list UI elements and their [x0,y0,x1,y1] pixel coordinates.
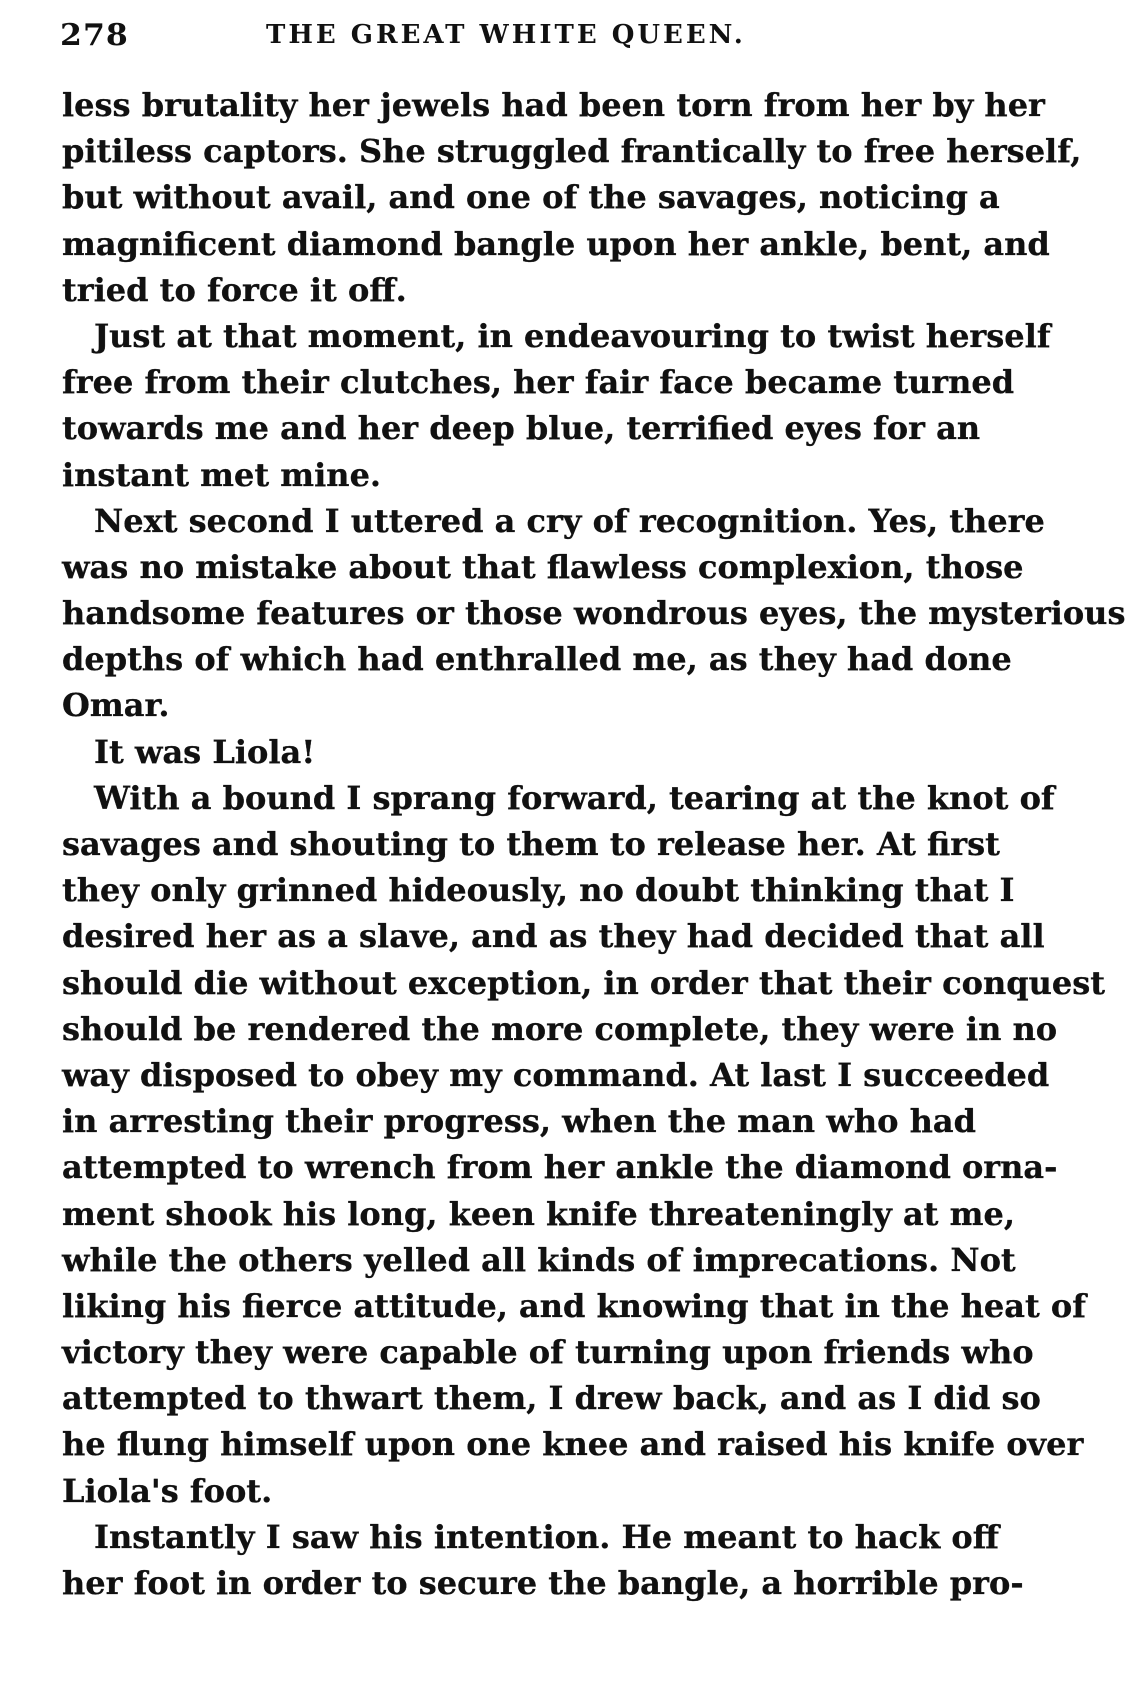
text-line: free from their clutches, her fair face became turned [62,363,1015,402]
text-line: instant met mine. [62,455,382,494]
running-title: THE GREAT WHITE QUEEN. [266,20,746,50]
text-line: Instantly I saw his intention. He meant to hack off [94,1517,1000,1556]
text-line: towards me and her deep blue, terrified eyes for an [62,409,981,448]
text-line: victory they were capable of turning upon friends who [62,1333,1034,1372]
text-line: liking his fierce attitude, and knowing that in the heat of [62,1286,1086,1325]
text-line: handsome features or those wondrous eyes, the mysterious [62,594,1125,633]
text-line: Liola's foot. [62,1471,273,1510]
text-line: magnificent diamond bangle upon her ankle, bent, and [62,224,1050,263]
page-number: 278 [60,18,129,53]
text-line: should be rendered the more complete, they were in no [62,1009,1058,1048]
text-line: tried to force it off. [62,270,407,309]
text-line: should die without exception, in order that their conquest [62,963,1106,1002]
text-line: Next second I uttered a cry of recognition. Yes, there [94,501,1045,540]
text-line: ment shook his long, keen knife threateningly at me, [62,1194,1015,1233]
body-text [62,82,1125,1606]
text-line: in arresting their progress, when the man who had [62,1102,976,1141]
text-line: savages and shouting to them to release her. At first [62,825,1000,863]
text-line: Just at that moment, in endeavouring to twist herself [94,316,1051,355]
text-line: depths of which had enthralled me, as they had done [62,640,1012,679]
text-line: desired her as a slave, and as they had decided that all [62,917,1045,956]
text-line: but without avail, and one of the savages, noticing a [62,178,1000,217]
text-line: way disposed to obey my command. At last I succeeded [62,1055,1050,1094]
text-line: With a bound I sprang forward, tearing at the knot of [94,778,1055,817]
text-line: while the others yelled all kinds of imprecations. Not [62,1240,1016,1279]
text-line: was no mistake about that flawless complexion, those [62,547,1024,586]
page-header [60,18,940,66]
text-line: less brutality her jewels had been torn from her by her [62,86,1045,124]
text-line: he flung himself upon one knee and raised his knife over [62,1425,1084,1464]
text-line: Omar. [62,686,170,725]
text-line: attempted to thwart them, I drew back, and as I did so [62,1379,1041,1418]
text-line: her foot in order to secure the bangle, a horrible pro- [62,1564,1024,1602]
text-line: attempted to wrench from her ankle the diamond orna- [62,1148,1058,1187]
text-line: pitiless captors. She struggled frantically to free herself, [62,132,1082,171]
text-line: It was Liola! [94,732,316,771]
text-line: they only grinned hideously, no doubt thinking that I [62,871,1015,910]
